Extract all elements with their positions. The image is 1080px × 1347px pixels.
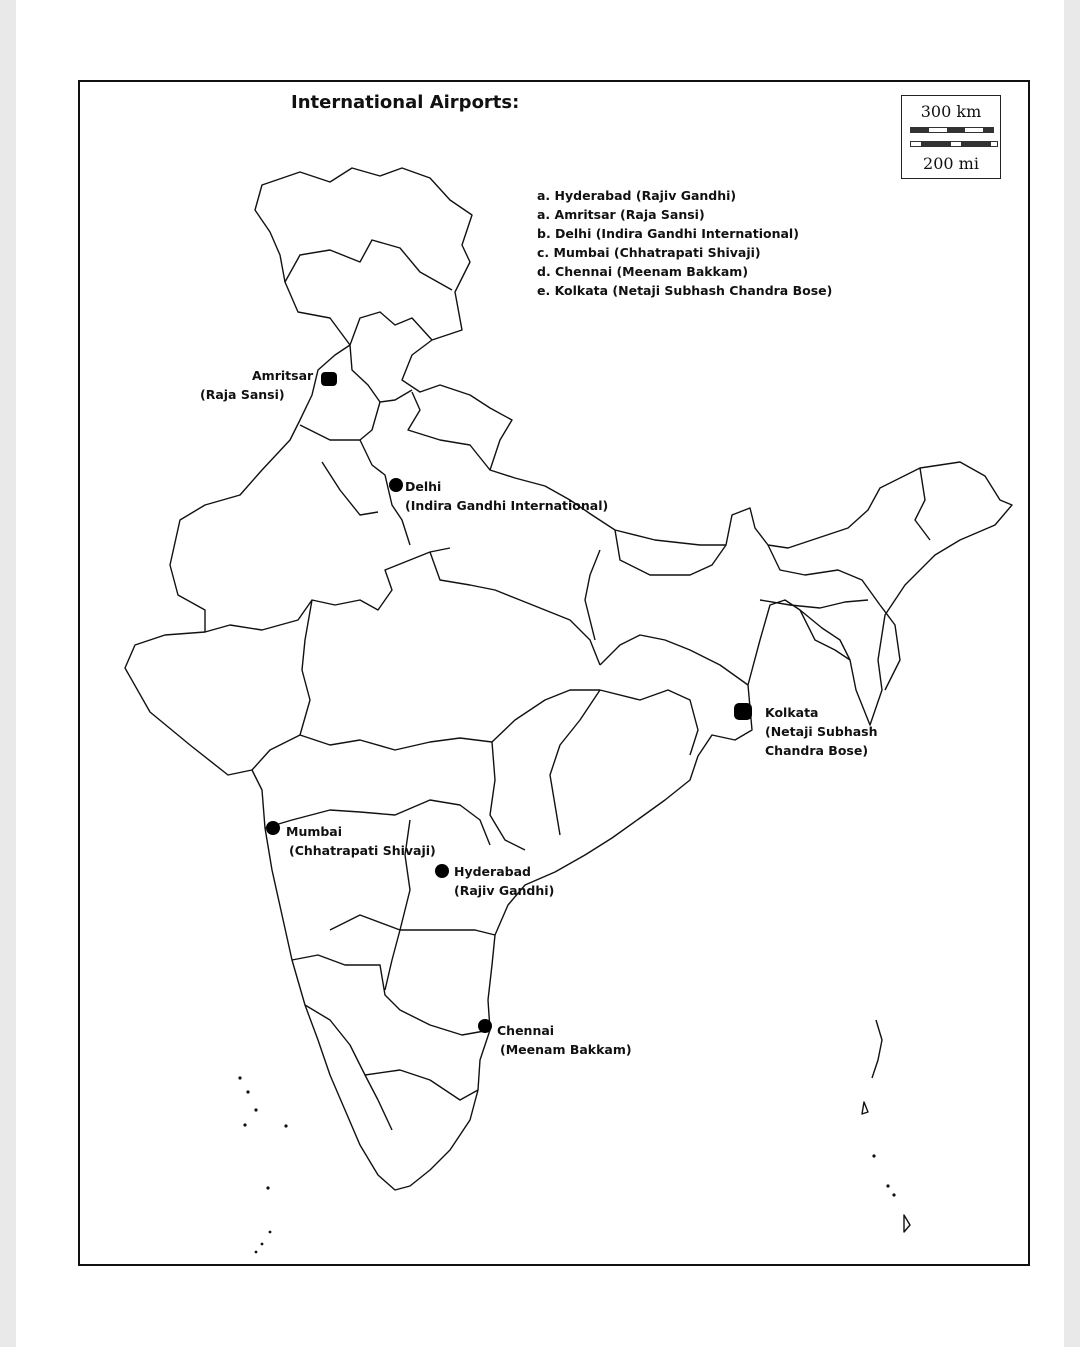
label-hyderabad-airport: (Rajiv Gandhi)	[454, 883, 555, 898]
scale-bar	[901, 95, 1001, 179]
india-outline	[125, 168, 1012, 1190]
label-mumbai-name: Mumbai	[286, 824, 343, 839]
label-hyderabad-name: Hyderabad	[454, 864, 531, 879]
scale-mi-bar	[910, 141, 998, 147]
marker-kolkata	[734, 703, 752, 720]
label-chennai-name: Chennai	[497, 1023, 555, 1038]
label-kolkata-airport-line2: Chandra Bose)	[765, 743, 869, 758]
legend-item: b. Delhi (Indira Gandhi International)	[537, 226, 799, 241]
label-amritsar-name: Amritsar	[252, 368, 314, 383]
marker-chennai	[478, 1019, 492, 1033]
scale-km-bar	[910, 127, 994, 133]
marker-hyderabad	[435, 864, 449, 878]
legend-item: a. Hyderabad (Rajiv Gandhi)	[537, 188, 737, 203]
label-kolkata-name: Kolkata	[765, 705, 819, 720]
marker-mumbai	[266, 821, 280, 835]
marker-delhi	[389, 478, 403, 492]
marker-amritsar	[321, 372, 337, 386]
legend-item: d. Chennai (Meenam Bakkam)	[537, 264, 749, 279]
legend-item: a. Amritsar (Raja Sansi)	[537, 207, 705, 222]
label-delhi-airport: (Indira Gandhi International)	[405, 498, 609, 513]
legend-item: c. Mumbai (Chhatrapati Shivaji)	[537, 245, 761, 260]
label-kolkata-airport-line1: (Netaji Subhash	[765, 724, 878, 739]
label-delhi-name: Delhi	[405, 479, 442, 494]
scale-mi-label: 200 mi	[923, 154, 979, 173]
label-chennai-airport: (Meenam Bakkam)	[500, 1042, 632, 1057]
scale-km-label: 300 km	[920, 102, 982, 121]
label-amritsar-airport: (Raja Sansi)	[200, 387, 285, 402]
page-title: International Airports:	[291, 92, 520, 113]
label-mumbai-airport: (Chhatrapati Shivaji)	[289, 843, 436, 858]
legend	[537, 186, 832, 300]
legend-item: e. Kolkata (Netaji Subhash Chandra Bose)	[537, 283, 833, 298]
